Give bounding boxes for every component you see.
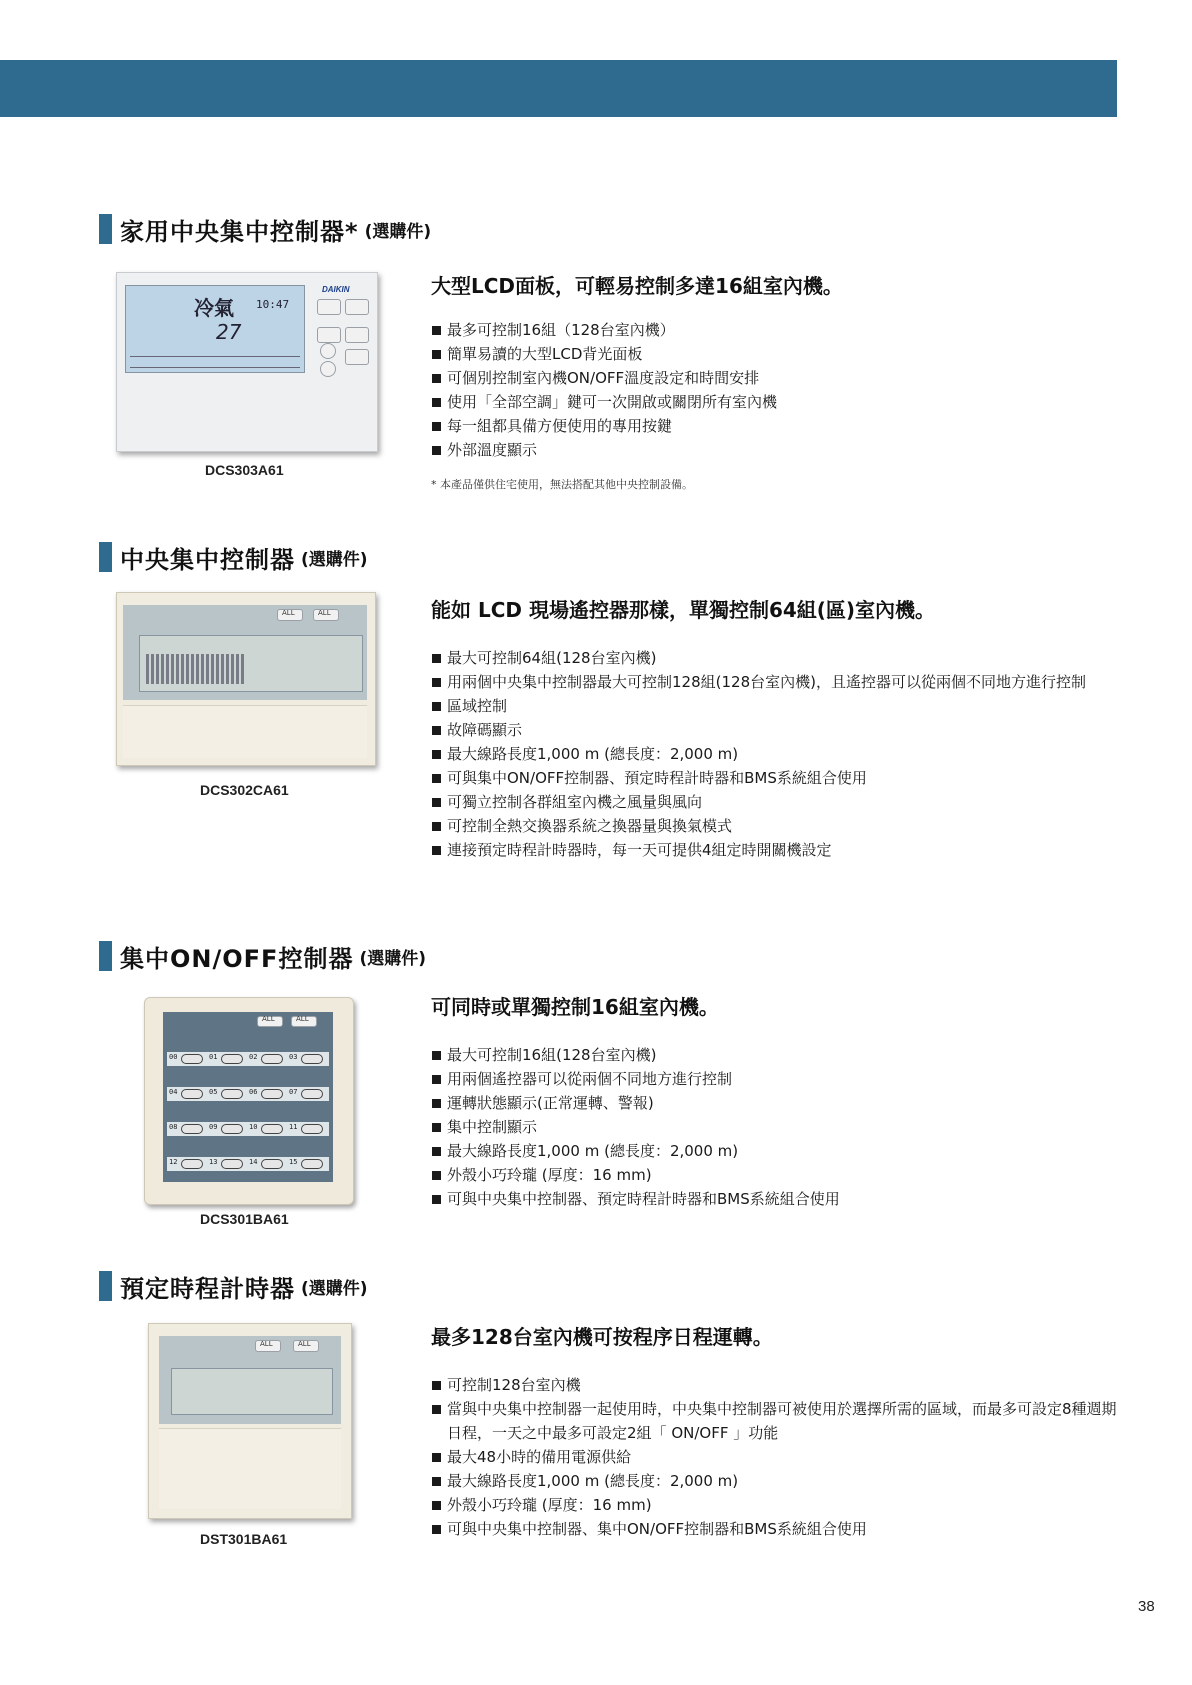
section-marker — [99, 542, 112, 572]
feature-item: 簡單易讀的大型LCD背光面板 — [431, 342, 1131, 366]
lcd-time-text: 10:47 — [256, 298, 290, 311]
group-onoff-button[interactable] — [301, 1159, 323, 1169]
lcd-screen — [125, 285, 305, 373]
stop-button[interactable] — [345, 349, 369, 365]
feature-item: 外殼小巧玲瓏 (厚度：16 mm) — [431, 1493, 1131, 1517]
group-onoff-button[interactable] — [261, 1159, 283, 1169]
section-option-label: (選購件) — [301, 549, 368, 570]
section-header — [99, 1271, 368, 1301]
feature-item: 集中控制顯示 — [431, 1115, 1131, 1139]
group-number-label: 12 — [169, 1158, 178, 1166]
all-on-label: ALL — [282, 609, 295, 617]
lcd-mode-text: 冷氣 — [194, 296, 234, 320]
feature-item: 可個別控制室內機ON/OFF溫度設定和時間安排 — [431, 366, 1131, 390]
group-number-label: 15 — [289, 1158, 298, 1166]
feature-item: 用兩個遙控器可以從兩個不同地方進行控制 — [431, 1067, 1131, 1091]
group-button[interactable] — [317, 327, 341, 343]
group-number-label: 04 — [169, 1088, 178, 1096]
feature-item: 使用「全部空調」鍵可一次開啟或關閉所有室內機 — [431, 390, 1131, 414]
model-number: DCS303A61 — [205, 462, 284, 478]
controller-lower-cover — [159, 1428, 341, 1509]
section-header — [99, 542, 368, 572]
footnote: * 本產品僅供住宅使用，無法搭配其他中央控制設備。 — [431, 478, 693, 491]
section-marker — [99, 214, 112, 244]
group-number-label: 01 — [209, 1053, 218, 1061]
feature-item: 每一組都具備方便使用的專用按鍵 — [431, 414, 1131, 438]
model-number: DCS302CA61 — [200, 782, 289, 798]
feature-item: 連接預定時程計時器時，每一天可提供4組定時開關機設定 — [431, 838, 1131, 862]
lcd-screen — [139, 635, 363, 692]
section-marker — [99, 1271, 112, 1301]
feature-item: 外殼小巧玲瓏 (厚度：16 mm) — [431, 1163, 1131, 1187]
group-number-label: 08 — [169, 1123, 178, 1131]
group-button[interactable] — [345, 327, 369, 343]
group-onoff-button[interactable] — [181, 1159, 203, 1169]
feature-item: 運轉狀態顯示(正常運轉、警報) — [431, 1091, 1131, 1115]
section-headline: 可同時或單獨控制16組室內機。 — [431, 995, 719, 1019]
feature-item: 最大可控制64組(128台室內機) — [431, 646, 1131, 670]
section-marker — [99, 941, 112, 971]
feature-item: 可與集中ON/OFF控制器、預定時程計時器和BMS系統組合使用 — [431, 766, 1131, 790]
group-number-label: 02 — [249, 1053, 258, 1061]
section-option-label: (選購件) — [359, 948, 426, 969]
lcd-group-row — [130, 356, 300, 368]
controller-body — [116, 592, 376, 766]
feature-item: 最大線路長度1,000 m (總長度：2,000 m) — [431, 742, 1131, 766]
group-onoff-button[interactable] — [181, 1124, 203, 1134]
feature-item: 可與中央集中控制器、集中ON/OFF控制器和BMS系統組合使用 — [431, 1517, 1131, 1541]
group-number-label: 10 — [249, 1123, 258, 1131]
group-button-grid — [167, 1036, 329, 1178]
group-onoff-button[interactable] — [261, 1124, 283, 1134]
lcd-temp-text: 27 — [216, 320, 242, 344]
feature-item: 可獨立控制各群組室內機之風量與風向 — [431, 790, 1131, 814]
feature-item: 可控制全熱交換器系統之換器量與換氣模式 — [431, 814, 1131, 838]
group-button[interactable] — [345, 299, 369, 315]
controller-body — [148, 1323, 352, 1519]
group-onoff-button[interactable] — [261, 1054, 283, 1064]
group-number-label: 05 — [209, 1088, 218, 1096]
group-onoff-button[interactable] — [261, 1089, 283, 1099]
all-on-button[interactable] — [255, 1340, 281, 1352]
feature-item: 最大線路長度1,000 m (總長度：2,000 m) — [431, 1139, 1131, 1163]
all-off-button[interactable] — [313, 609, 339, 621]
all-off-label: ALL — [298, 1340, 311, 1348]
model-number: DCS301BA61 — [200, 1211, 289, 1227]
group-onoff-button[interactable] — [221, 1124, 243, 1134]
group-number-label: 00 — [169, 1053, 178, 1061]
feature-item: 最大線路長度1,000 m (總長度：2,000 m) — [431, 1469, 1131, 1493]
feature-item: 外部溫度顯示 — [431, 438, 1131, 462]
feature-item: 最大48小時的備用電源供給 — [431, 1445, 1131, 1469]
feature-list — [431, 646, 1131, 862]
all-on-button[interactable] — [277, 609, 303, 621]
group-onoff-button[interactable] — [181, 1054, 203, 1064]
feature-list — [431, 1043, 1131, 1211]
group-number-label: 03 — [289, 1053, 298, 1061]
group-number-label: 07 — [289, 1088, 298, 1096]
all-off-button[interactable] — [291, 1016, 317, 1027]
group-button[interactable] — [317, 299, 341, 315]
header-band — [0, 60, 1117, 117]
model-number: DST301BA61 — [200, 1531, 288, 1547]
feature-item: 用兩個中央集中控制器最大可控制128組(128台室內機)，且遙控器可以從兩個不同地方進行控制 — [431, 670, 1131, 694]
feature-item: 區域控制 — [431, 694, 1131, 718]
all-on-label: ALL — [260, 1340, 273, 1348]
group-number-label: 14 — [249, 1158, 258, 1166]
down-button[interactable] — [320, 361, 336, 377]
section-title: 中央集中控制器 — [120, 545, 295, 574]
group-number-label: 11 — [289, 1123, 298, 1131]
section-option-label: (選購件) — [364, 221, 432, 242]
feature-item: 故障碼顯示 — [431, 718, 1131, 742]
lcd-screen — [171, 1368, 333, 1415]
all-on-label: ALL — [262, 1015, 275, 1023]
all-off-label: ALL — [318, 609, 331, 617]
feature-item: 最多可控制16組（128台室內機） — [431, 318, 1131, 342]
section-headline: 能如 LCD 現場遙控器那樣，單獨控制64組(區)室內機。 — [431, 598, 936, 622]
section-header — [99, 941, 426, 971]
feature-item: 最大可控制16組(128台室內機) — [431, 1043, 1131, 1067]
section-header — [99, 214, 431, 244]
group-onoff-button[interactable] — [301, 1089, 323, 1099]
group-onoff-button[interactable] — [181, 1089, 203, 1099]
feature-list — [431, 1373, 1131, 1541]
section-title: 家用中央集中控制器* — [120, 217, 359, 246]
brand-logo: DAIKIN — [322, 285, 350, 294]
all-off-label: ALL — [296, 1015, 309, 1023]
feature-item: 可與中央集中控制器、預定時程計時器和BMS系統組合使用 — [431, 1187, 1131, 1211]
group-onoff-button[interactable] — [221, 1159, 243, 1169]
controller-body — [144, 997, 354, 1205]
feature-item: 可控制128台室內機 — [431, 1373, 1131, 1397]
section-headline: 最多128台室內機可按程序日程運轉。 — [431, 1325, 773, 1349]
group-number-label: 09 — [209, 1123, 218, 1131]
section-title: 集中ON/OFF控制器 — [120, 944, 354, 973]
feature-list — [431, 318, 1131, 462]
group-onoff-button[interactable] — [301, 1124, 323, 1134]
controller-lower-cover — [123, 705, 367, 758]
group-number-label: 06 — [249, 1088, 258, 1096]
all-off-button[interactable] — [293, 1340, 319, 1352]
group-onoff-button[interactable] — [221, 1089, 243, 1099]
page-number: 38 — [1138, 1598, 1155, 1615]
up-button[interactable] — [320, 343, 336, 359]
feature-item: 當與中央集中控制器一起使用時，中央集中控制器可被使用於選擇所需的區域，而最多可設定8種週期日程，一天之中最多可設定2組「 ON/OFF 」功能 — [431, 1397, 1131, 1445]
lcd-zone-grid — [146, 654, 246, 684]
group-onoff-button[interactable] — [221, 1054, 243, 1064]
onoff-panel — [163, 1012, 333, 1182]
group-number-label: 13 — [209, 1158, 218, 1166]
section-title: 預定時程計時器 — [120, 1274, 295, 1303]
group-onoff-button[interactable] — [301, 1054, 323, 1064]
section-option-label: (選購件) — [301, 1278, 368, 1299]
section-headline: 大型LCD面板，可輕易控制多達16組室內機。 — [431, 274, 843, 298]
controller-body — [116, 272, 378, 452]
all-on-button[interactable] — [257, 1016, 283, 1027]
